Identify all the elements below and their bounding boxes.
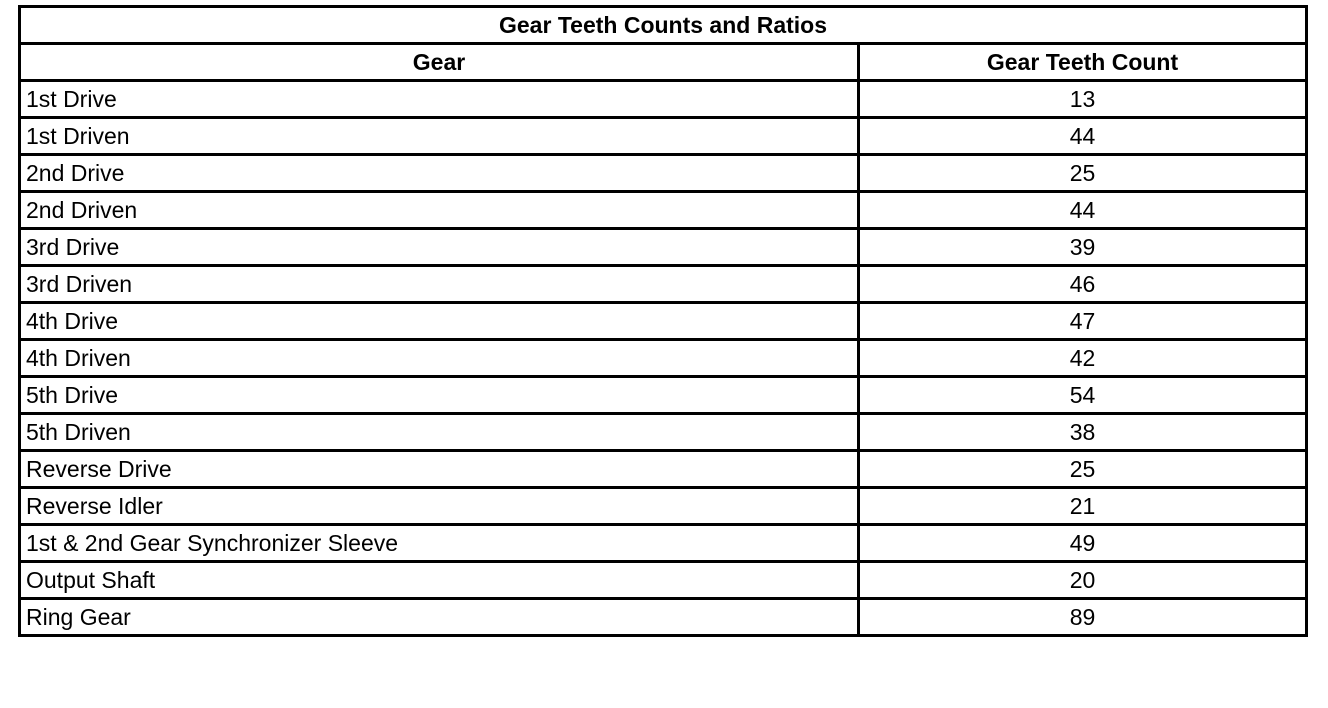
column-header-teeth-count: Gear Teeth Count (859, 44, 1307, 81)
gear-name-cell: 4th Driven (20, 340, 859, 377)
teeth-count-cell: 46 (859, 266, 1307, 303)
table-row (20, 488, 1307, 525)
gear-name-cell: Ring Gear (20, 599, 859, 636)
table-row (20, 155, 1307, 192)
table-row (20, 81, 1307, 118)
teeth-count-cell: 13 (859, 81, 1307, 118)
gear-name-cell: 2nd Driven (20, 192, 859, 229)
table-head (20, 7, 1307, 81)
header-row (20, 44, 1307, 81)
gear-name-cell: 1st Drive (20, 81, 859, 118)
teeth-count-cell: 44 (859, 192, 1307, 229)
title-row (20, 7, 1307, 44)
table-row (20, 192, 1307, 229)
table-row (20, 303, 1307, 340)
table-row (20, 451, 1307, 488)
gear-name-cell: 4th Drive (20, 303, 859, 340)
teeth-count-cell: 49 (859, 525, 1307, 562)
gear-name-cell: 5th Driven (20, 414, 859, 451)
gear-name-cell: Reverse Drive (20, 451, 859, 488)
column-header-gear: Gear (20, 44, 859, 81)
teeth-count-cell: 21 (859, 488, 1307, 525)
table-body (20, 81, 1307, 636)
gear-name-cell: Output Shaft (20, 562, 859, 599)
table-row (20, 266, 1307, 303)
teeth-count-cell: 20 (859, 562, 1307, 599)
gear-name-cell: 1st Driven (20, 118, 859, 155)
table-title: Gear Teeth Counts and Ratios (20, 7, 1307, 44)
table-row (20, 525, 1307, 562)
teeth-count-cell: 39 (859, 229, 1307, 266)
gear-name-cell: 3rd Driven (20, 266, 859, 303)
gear-name-cell: Reverse Idler (20, 488, 859, 525)
teeth-count-cell: 42 (859, 340, 1307, 377)
table-row (20, 414, 1307, 451)
teeth-count-cell: 89 (859, 599, 1307, 636)
gear-name-cell: 5th Drive (20, 377, 859, 414)
teeth-count-cell: 47 (859, 303, 1307, 340)
table-row (20, 562, 1307, 599)
gear-name-cell: 1st & 2nd Gear Synchronizer Sleeve (20, 525, 859, 562)
teeth-count-cell: 38 (859, 414, 1307, 451)
table-row (20, 118, 1307, 155)
teeth-count-cell: 44 (859, 118, 1307, 155)
teeth-count-cell: 25 (859, 155, 1307, 192)
gear-teeth-table (18, 5, 1308, 637)
gear-name-cell: 2nd Drive (20, 155, 859, 192)
table-row (20, 340, 1307, 377)
gear-name-cell: 3rd Drive (20, 229, 859, 266)
table-row (20, 599, 1307, 636)
table-row (20, 377, 1307, 414)
table-row (20, 229, 1307, 266)
teeth-count-cell: 54 (859, 377, 1307, 414)
teeth-count-cell: 25 (859, 451, 1307, 488)
